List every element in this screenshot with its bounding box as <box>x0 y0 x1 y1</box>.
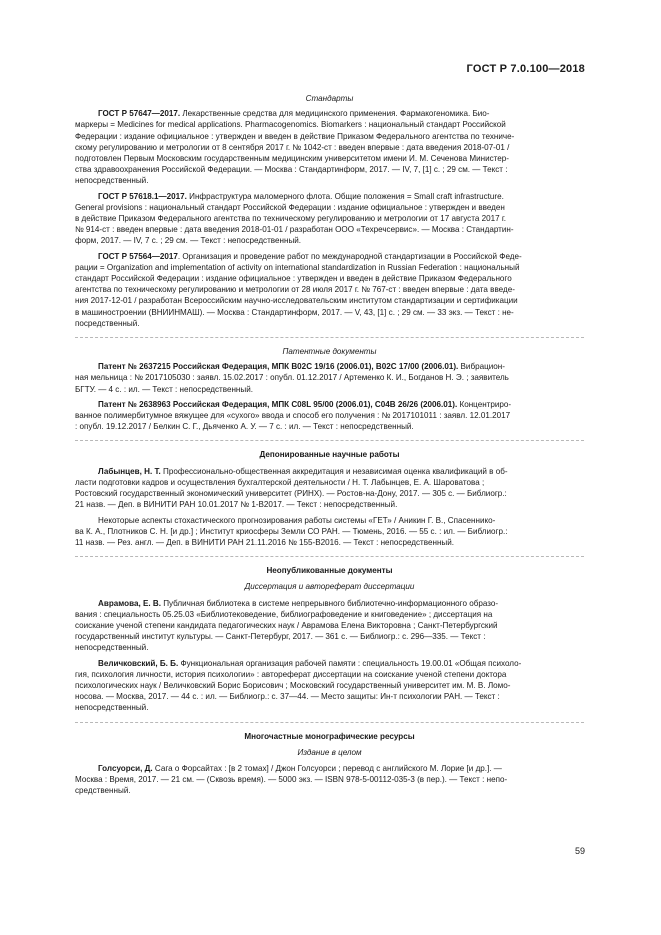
document-code-header: ГОСТ Р 7.0.100—2018 <box>466 63 585 75</box>
entry-lead: Голсуорси, Д. <box>98 763 153 773</box>
section-title-unpublished: Неопубликованные документы <box>266 566 393 576</box>
standard-entry-1: ГОСТ Р 57647—2017. Лекарственные средства для медицинского применения. Фармакогеномика. Био- маркеры = Medicines for medical applications. Pharmacogenomics. Biomarkers : национальный стандарт Российской Федерации : издание официальное : утвержден и введен в действие Приказом Федерального агентства по техниче- скому регулированию и метрологии от 8 сентября 2017 г. № 1042-ст : введен впервые : дата введения 2018-07-01 / подготовлен Первым Московским государственным медицинским университетом имени И. М. Сеченова Министер- ства здравоохранения Российской Федерации. — Москва : Стандартинформ, 2017. — IV, 7, [1] с. ; 29 см. — Текст : непосредственный. <box>75 109 515 186</box>
section-divider <box>75 722 584 723</box>
entry-lead: ГОСТ Р 57618.1—2017. <box>98 191 187 201</box>
dissertation-entry-1: Аврамова, Е. В. Публичная библиотека в системе непрерывного библиотечно-информационного образо- вания : специальность 05.25.03 «Библиотековедение, библиографоведение и книговедение» ; диссертация на соискание ученой степени кандидата педагогических наук / Аврамова Елена Викторовна ; Санкт-Петербургский государственный институт культуры. — Санкт-Петербург, 2017. — 361 с. — Библиогр.: с. 296—335. — Текст : непосредственный. <box>75 598 499 653</box>
entry-lead: Аврамова, Е. В. <box>98 598 161 608</box>
subsection-title-dissertation: Диссертация и автореферат диссертации <box>244 582 415 592</box>
multipart-entry-1: Голсуорси, Д. Сага о Форсайтах : [в 2 томах] / Джон Голсуорси ; перевод с английского М. Лорие [и др.]. — Москва : Время, 2017. — 21 см. — (Сквозь время). — 5000 экз. — ISBN 978-5-00112-035-3 (в пер.). — Текст : непо- средственный. <box>75 763 508 796</box>
section-title-multipart: Многочастные монографические ресурсы <box>244 731 415 741</box>
subsection-title-whole-edition: Издание в целом <box>297 747 362 757</box>
patent-entry-1: Патент № 2637215 Российская Федерация, МПК B02C 19/16 (2006.01), B02C 17/00 (2006.01). Вибрацион- ная мельница : № 2017105030 : заявл. 15.02.2017 : опубл. 01.12.2017 / Артеменко К. И., Богданов Н. Э. ; заявитель БГТУ. — 4 с. : ил. — Текст : непосредственный. <box>75 362 509 394</box>
entry-lead: Величковский, Б. Б. <box>98 658 179 668</box>
section-title-deposited: Депонированные научные работы <box>259 450 400 460</box>
section-divider <box>75 440 584 441</box>
section-divider <box>75 337 584 338</box>
deposited-entry-1: Лабынцев, Н. Т. Профессионально-общественная аккредитация и независимая оценка квалификаций в об- ласти подготовки кадров и осуществления бухгалтерской деятельности / Н. Т. Лабынцев, Е. А. Шароватова ; Ростовский государственный экономический университет (РИНХ). — Ростов-на-Дону, 2017. — 305 с. — Библиогр.: 21 назв. — Деп. в ВИНИТИ РАН 10.01.2017 № 1-В2017. — Текст : непосредственный. <box>75 466 508 510</box>
section-divider <box>75 556 584 557</box>
deposited-entry-2: Некоторые аспекты стохастического прогнозирования работы системы «ГЕТ» / Аникин Г. В., Спасеннико- ва К. А., Плотников С. Н. [и др.] ; Институт криосферы Земли СО РАН. — Тюмень, 2016. — 55 с. : ил. — Библиогр.: 11 назв. — Рез. англ. — Деп. в ВИНИТИ РАН 21.11.2016 № 155-В2016. — Текст : непосредственный. <box>75 515 508 547</box>
section-title-standards: Стандарты <box>305 94 354 103</box>
bibliography-content <box>75 93 584 801</box>
entry-lead: Патент № 2638963 Российская Федерация, МПК C08L 95/00 (2006.01), C04B 26/26 (2006.01). <box>98 399 458 409</box>
entry-lead: Патент № 2637215 Российская Федерация, МПК B02C 19/16 (2006.01), B02C 17/00 (2006.01). <box>98 362 459 372</box>
entry-lead: ГОСТ Р 57564—2017 <box>98 251 178 261</box>
entry-lead: ГОСТ Р 57647—2017. <box>98 109 181 119</box>
standard-entry-2: ГОСТ Р 57618.1—2017. Инфраструктура маломерного флота. Общие положения = Small craft infrastructure. General provisions : национальный стандарт Российской Федерации : издание официальное : утвержден и введен в действие Приказом Федерального агентства по техническому регулированию и метрологии от 17 августа 2017 г. № 914-ст : введен впервые : дата введения 2018-01-01 / разработан ООО «Техречсервис». — Москва : Стандартин- форм, 2017. — IV, 7 с. ; 29 см. — Текст : непосредственный. <box>75 191 514 246</box>
patent-entry-2: Патент № 2638963 Российская Федерация, МПК C08L 95/00 (2006.01), C04B 26/26 (2006.01). Концентриро- ванное полимербитумное вяжущее для «сухого» ввода и способ его получения : № 2017101011 : заявл. 12.01.2017 : опубл. 19.12.2017 / Белкин С. Г., Дьяченко А. У. — 7 с. : ил. — Текст : непосредственный. <box>75 399 512 432</box>
page-number: 59 <box>574 846 585 856</box>
dissertation-entry-2: Величковский, Б. Б. Функциональная организация рабочей памяти : специальность 19.00.01 «Общая психоло- гия, психология личности, история психологии» : автореферат диссертации на соискание ученой степени доктора психологических наук / Величковский Борис Борисович ; Московский государственный университет им. М. В. Ломо- носова. — Москва, 2017. — 44 с. : ил. — Библиогр.: с. 37—44. — Место защиты: Ин-т психологии РАН. — Текст : непосредственный. <box>75 658 522 713</box>
entry-lead: Лабынцев, Н. Т. <box>98 466 161 476</box>
standard-entry-3: ГОСТ Р 57564—2017. Организация и проведение работ по международной стандартизации в Российской Феде- рации = Organization and implementation of activity on international standardization in Russian Federation : национальный стандарт Российской Федерации : издание официальное : утвержден и введен в действие Приказом Федерального агентства по техническому регулированию и метрологии от 28 июля 2017 г. № 767-ст : введен впервые : дата введе- ния 2017-12-01 / разработан Всероссийским научно-исследовательским институтом стандартизации и сертификации в машиностроении (ВНИИНМАШ). — Москва : Стандартинформ, 2017. — V, 43, [1] с. ; 29 см. — 33 экз. — Текст : не- посредственный. <box>75 251 522 328</box>
section-title-patents: Патентные документы <box>282 347 377 357</box>
